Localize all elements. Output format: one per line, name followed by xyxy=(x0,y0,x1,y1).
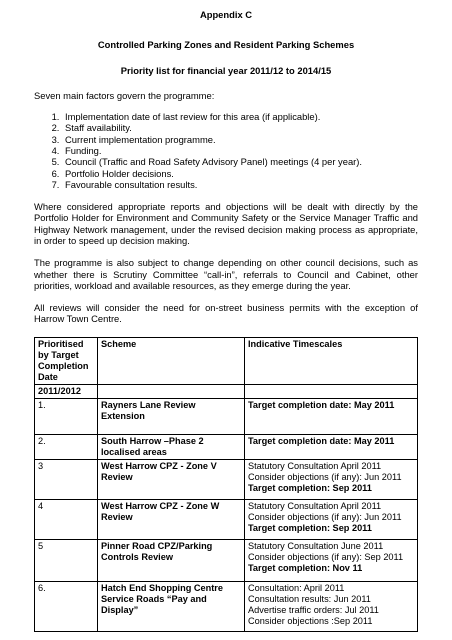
programme-paragraph: The programme is also subject to change depending on other council decisions, such as whether there is Scrutiny Committee “call-in”, referrals to Council and Cabinet, other priorities, workload and available resources, as they emerge during the year. xyxy=(34,257,418,291)
table-row xyxy=(35,499,418,539)
decision-paragraph: Where considered appropriate reports and objections will be dealt with directly by the Portfolio Holder for Environment and Community Safety or the Service Manager Traffic and Highway Network management, under the revised decision making process as appropriate, in order to speed up decision making. xyxy=(34,201,418,246)
intro-text: Seven main factors govern the programme: xyxy=(34,89,215,101)
timescale-cell xyxy=(245,539,418,581)
appendix-label: Appendix C xyxy=(199,9,253,20)
row-number: 6. xyxy=(35,581,98,631)
scheme-name: Pinner Road CPZ/Parking Controls Review xyxy=(98,539,245,581)
table-row xyxy=(35,398,418,434)
timescale-line: Consider objections (if any): Sep 2011 xyxy=(248,551,404,562)
document-subtitle: Priority list for financial year 2011/12 to 2014/15 xyxy=(120,64,332,76)
factor-item: 1. Implementation date of last review for this area (if applicable). xyxy=(62,111,418,122)
table-year-row xyxy=(35,384,418,398)
factor-item: 3. Current implementation programme. xyxy=(62,134,418,145)
scheme-name: Rayners Lane Review Extension xyxy=(98,398,245,434)
factor-item: 6. Portfolio Holder decisions. xyxy=(62,168,418,179)
timescale-cell xyxy=(245,499,418,539)
empty-cell xyxy=(98,384,245,398)
factors-list xyxy=(34,111,418,190)
header-timescales: Indicative Timescales xyxy=(245,337,418,384)
table-row xyxy=(35,539,418,581)
row-number: 4 xyxy=(35,499,98,539)
factor-item: 5. Council (Traffic and Road Safety Advisory Panel) meetings (4 per year). xyxy=(62,156,418,167)
header-priority: Prioritised by Target Completion Date xyxy=(35,337,98,384)
timescale-line: Consider objections (if any): Jun 2011 xyxy=(248,471,402,482)
timescale-line: Statutory Consultation April 2011 xyxy=(248,500,382,511)
factor-item: 2. Staff availability. xyxy=(62,122,418,133)
timescale-cell xyxy=(245,398,418,434)
timescale-line: Consider objections (if any): Jun 2011 xyxy=(248,511,402,522)
timescale-line: Target completion: Nov 11 xyxy=(248,562,363,573)
row-number: 1. xyxy=(35,398,98,434)
scheme-name: Hatch End Shopping Centre Service Roads “Pay and Display” xyxy=(98,581,245,631)
table-header-row xyxy=(35,337,418,384)
table-row xyxy=(35,434,418,459)
timescale-line: Statutory Consultation April 2011 xyxy=(248,460,382,471)
scheme-name: West Harrow CPZ - Zone W Review xyxy=(98,499,245,539)
permits-paragraph: All reviews will consider the need for on-street business permits with the exception of Harrow Town Centre. xyxy=(34,302,418,325)
timescale-cell xyxy=(245,581,418,631)
timescale-line: Advertise traffic orders: Jul 2011 xyxy=(248,604,379,615)
row-number: 5 xyxy=(35,539,98,581)
document-title: Controlled Parking Zones and Resident Parking Schemes xyxy=(97,39,355,51)
timescale-line: Consider objections :Sep 2011 xyxy=(248,615,373,626)
table-row xyxy=(35,581,418,631)
scheme-name: South Harrow –Phase 2 localised areas xyxy=(98,434,245,459)
timescale-cell xyxy=(245,434,418,459)
timescale-line: Target completion: Sep 2011 xyxy=(248,482,372,493)
timescale-line: Consultation: April 2011 xyxy=(248,582,345,593)
row-number: 3 xyxy=(35,459,98,499)
timescale-line: Target completion date: May 2011 xyxy=(248,399,395,410)
timescale-line: Consultation results: Jun 2011 xyxy=(248,593,371,604)
year-cell: 2011/2012 xyxy=(35,384,98,398)
row-number: 2. xyxy=(35,434,98,459)
priority-table xyxy=(34,337,418,632)
timescale-line: Statutory Consultation June 2011 xyxy=(248,540,384,551)
factor-item: 7. Favourable consultation results. xyxy=(62,179,418,190)
header-scheme: Scheme xyxy=(98,337,245,384)
table-row xyxy=(35,459,418,499)
scheme-name: West Harrow CPZ - Zone V Review xyxy=(98,459,245,499)
empty-cell xyxy=(245,384,418,398)
timescale-line: Target completion date: May 2011 xyxy=(248,435,395,446)
timescale-cell xyxy=(245,459,418,499)
factor-item: 4. Funding. xyxy=(62,145,418,156)
timescale-line: Target completion: Sep 2011 xyxy=(248,522,372,533)
